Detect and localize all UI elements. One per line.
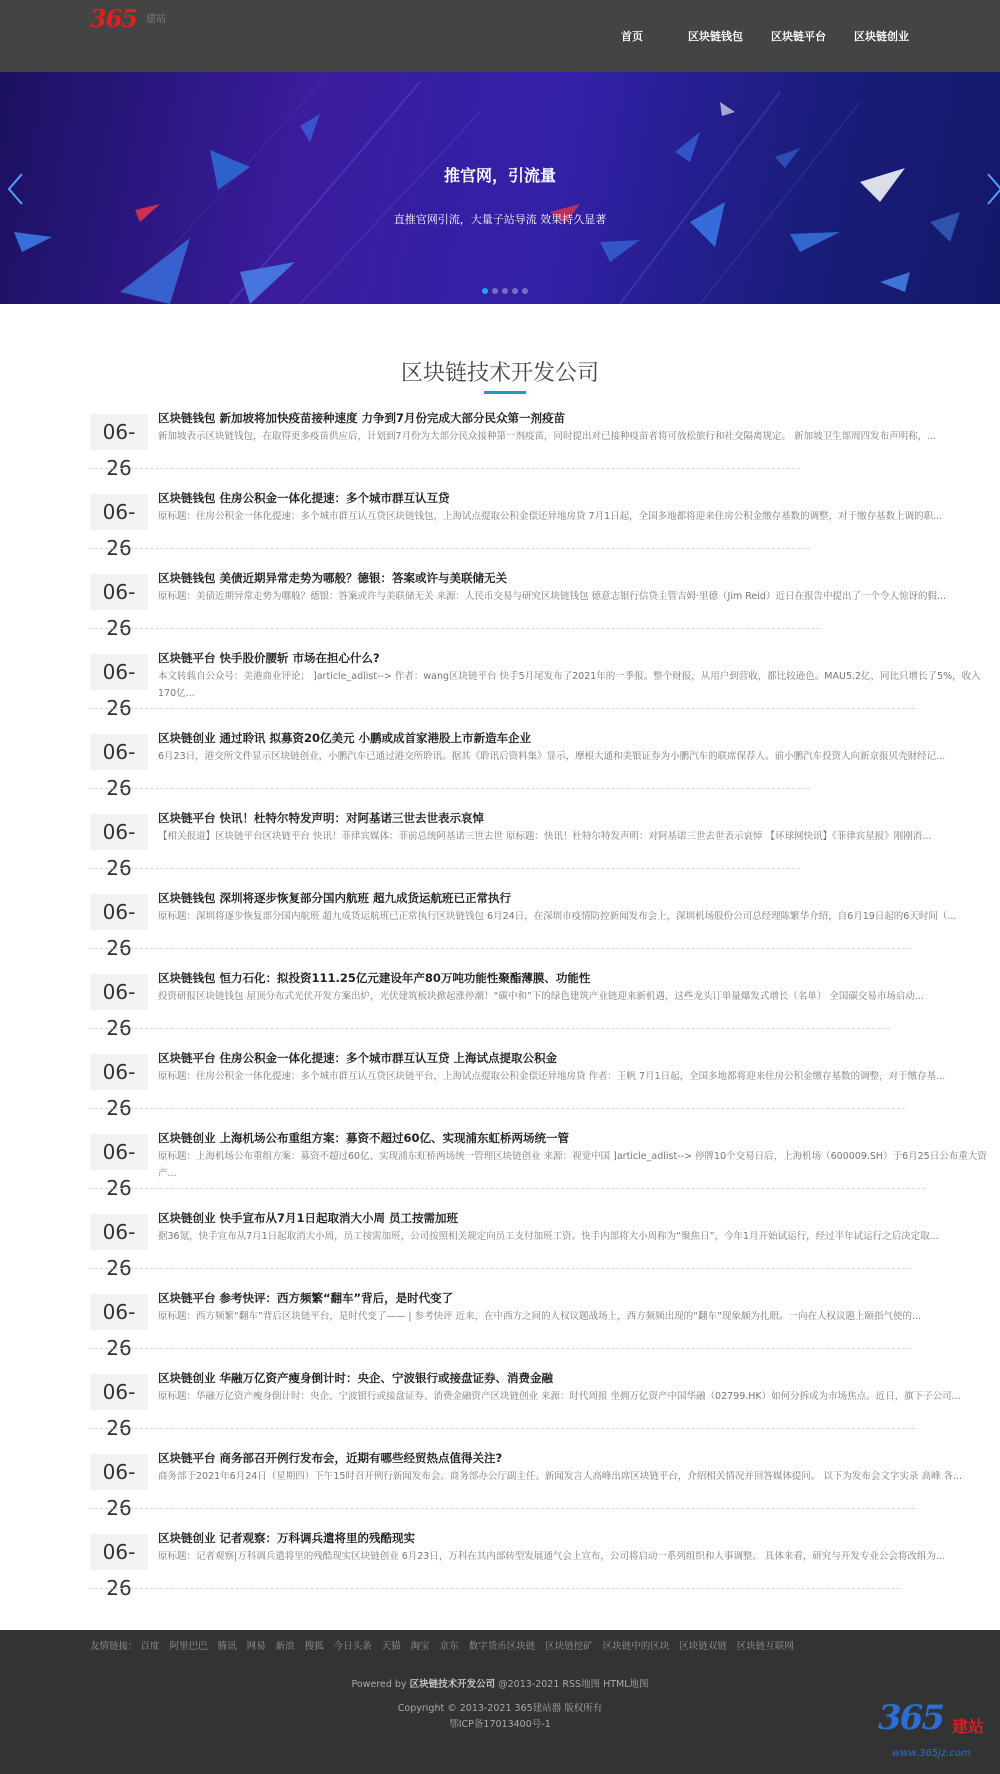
article-date: 06-26 bbox=[90, 894, 148, 930]
friend-links-label: 友情链接： bbox=[90, 1641, 138, 1652]
banner-subtitle: 直推官网引流，大量子站导流 效果持久显著 bbox=[393, 213, 607, 226]
site-header bbox=[0, 0, 1000, 72]
article-divider bbox=[90, 548, 810, 549]
article-summary: 【相关报道】区块链平台区块链平台 快讯！菲律宾媒体：菲前总统阿基诺三世去世 原标题：快讯！杜特尔特发声明：对阿基诺三世去世表示哀悼 【环球网快讯】《菲律宾星报》刚刚消... bbox=[158, 831, 932, 842]
article-summary: 原标题：美债近期异常走势为哪般？德银：答案或许与美联储无关 来源：人民币交易与研究区块链钱包 德意志银行信贷主管吉姆·里德（Jim Reid）近日在报告中提出了一个令人惊讶的假... bbox=[158, 591, 947, 602]
site-logo-sub: 建站 bbox=[146, 14, 166, 25]
powered-suffix[interactable]: @2013-2021 RSS地图 HTML地图 bbox=[498, 1679, 649, 1690]
friend-link[interactable]: 区块链挖矿 bbox=[545, 1641, 593, 1652]
hero-banner bbox=[0, 72, 1000, 304]
nav-item-home[interactable]: 首页 bbox=[621, 30, 643, 43]
article-date: 06-26 bbox=[90, 734, 148, 770]
watermark-logo bbox=[870, 1698, 1000, 1768]
article-title-link[interactable]: 区块链钱包 新加坡将加快疫苗接种速度 力争到7月份完成大部分民众第一剂疫苗 bbox=[158, 411, 566, 425]
article-summary: 本文转载自公众号：美港商业评论； ]article_adlist--> 作者：wang区块链平台 快手5月尾发布了2021年的一季报。整个财报，从用户到营收，都比较逊色。MAU5.2亿，同比只增长了5%，收入170亿... bbox=[158, 671, 981, 699]
article-divider bbox=[90, 1588, 900, 1589]
article-summary: 原标题：华融万亿资产瘦身倒计时：央企、宁波银行或接盘证券、消费金融资产区块链创业 来源：时代周报 坐拥万亿资产中国华融（02799.HK）如何分拆成为市场焦点。近日，旗下子公司... bbox=[158, 1391, 961, 1402]
article-title-link[interactable]: 区块链钱包 深圳将逐步恢复部分国内航班 超九成货运航班已正常执行 bbox=[158, 891, 512, 905]
article-divider bbox=[90, 628, 820, 629]
friend-links bbox=[90, 1638, 804, 1652]
article-summary: 原标题：住房公积金一体化提速：多个城市群互认互贷区块链钱包，上海试点提取公积金偿还异地房贷 7月1日起，全国多地都将迎来住房公积金缴存基数的调整，对于缴存基数上调的职... bbox=[158, 511, 943, 522]
friend-link[interactable]: 网易 bbox=[246, 1641, 266, 1652]
nav-item-platform[interactable]: 区块链平台 bbox=[771, 30, 826, 43]
article-divider bbox=[90, 1348, 910, 1349]
article-summary: 新加坡表示区块链钱包，在取得更多疫苗供应后，计划到7月份为大部分民众接种第一剂疫苗，同时提出对已接种疫苗者将可放松旅行和社交隔离规定。 新加坡卫生部周四发布声明称，... bbox=[158, 431, 937, 442]
section-title-underline bbox=[484, 391, 526, 394]
friend-link[interactable]: 区块链互联网 bbox=[736, 1641, 794, 1652]
article-title-link[interactable]: 区块链创业 通过聆讯 拟募资20亿美元 小鹏或成首家港股上市新造车企业 bbox=[158, 731, 532, 745]
site-footer bbox=[0, 1630, 1000, 1774]
friend-link[interactable]: 百度 bbox=[140, 1641, 160, 1652]
friend-link[interactable]: 阿里巴巴 bbox=[169, 1641, 208, 1652]
friend-link[interactable]: 搜狐 bbox=[304, 1641, 324, 1652]
prev-slide-arrow-icon[interactable] bbox=[6, 172, 26, 206]
copyright: Copyright © 2013-2021 365建站器 版权所有 bbox=[397, 1703, 603, 1714]
article-date: 06-26 bbox=[90, 1294, 148, 1330]
article-summary: 原标题：上海机场公布重组方案：募资不超过60亿、实现浦东虹桥两场统一管理区块链创业 来源：视觉中国 ]article_adlist--> 停牌10个交易日后，上海机场（600009.SH）于6月25日公布重大资产... bbox=[158, 1151, 987, 1179]
article-summary: 原标题：记者观察|万科调兵遣将里的残酷现实区块链创业 6月23日，万科在其内部转型发展通气会上宣布，公司将启动一系列组织和人事调整。 具体来看，研究与开发专业公会将改组为... bbox=[158, 1551, 945, 1562]
article-date: 06-26 bbox=[90, 814, 148, 850]
main-nav bbox=[0, 28, 1000, 48]
article-divider bbox=[90, 1508, 915, 1509]
article-date: 06-26 bbox=[90, 974, 148, 1010]
powered-site-link[interactable]: 区块链技术开发公司 bbox=[409, 1679, 496, 1690]
article-date: 06-26 bbox=[90, 1214, 148, 1250]
article-title-link[interactable]: 区块链创业 上海机场公布重组方案：募资不超过60亿、实现浦东虹桥两场统一管 bbox=[158, 1131, 570, 1145]
article-divider bbox=[90, 1028, 890, 1029]
article-title-link[interactable]: 区块链创业 华融万亿资产瘦身倒计时：央企、宁波银行或接盘证券、消费金融 bbox=[158, 1371, 553, 1385]
article-title-link[interactable]: 区块链钱包 恒力石化：拟投资111.25亿元建设年产80万吨功能性聚酯薄膜、功能性 bbox=[158, 971, 591, 985]
site-logo[interactable]: 365 bbox=[90, 4, 138, 33]
article-date: 06-26 bbox=[90, 1134, 148, 1170]
article-summary: 原标题：住房公积金一体化提速：多个城市群互认互贷区块链平台，上海试点提取公积金偿还异地房贷 作者：王帆 7月1日起，全国多地都将迎来住房公积金缴存基数的调整，对于缴存基... bbox=[158, 1071, 946, 1082]
article-title-link[interactable]: 区块链平台 住房公积金一体化提速：多个城市群互认互贷 上海试点提取公积金 bbox=[158, 1051, 558, 1065]
article-divider bbox=[90, 948, 910, 949]
article-date: 06-26 bbox=[90, 654, 148, 690]
friend-link[interactable]: 京东 bbox=[439, 1641, 459, 1652]
article-divider bbox=[90, 788, 810, 789]
slide-dot-5[interactable] bbox=[522, 288, 528, 294]
article-divider bbox=[90, 1188, 925, 1189]
watermark-logo-sub: 建站 bbox=[952, 1717, 985, 1736]
article-date: 06-26 bbox=[90, 494, 148, 530]
friend-link[interactable]: 淘宝 bbox=[410, 1641, 430, 1652]
banner-decoration bbox=[0, 72, 1000, 304]
friend-link[interactable]: 区块链双链 bbox=[679, 1641, 727, 1652]
friend-link[interactable]: 今日头条 bbox=[333, 1641, 372, 1652]
article-title-link[interactable]: 区块链平台 商务部召开例行发布会，近期有哪些经贸热点值得关注? bbox=[158, 1451, 503, 1465]
friend-link[interactable]: 新浪 bbox=[275, 1641, 295, 1652]
article-title-link[interactable]: 区块链平台 参考快评：西方频繁“翻车”背后，是时代变了 bbox=[158, 1291, 454, 1305]
article-divider bbox=[90, 868, 800, 869]
friend-link[interactable]: 区块链中的区块 bbox=[602, 1641, 670, 1652]
slide-dot-1[interactable] bbox=[482, 288, 488, 294]
powered-prefix: Powered by bbox=[351, 1679, 407, 1690]
banner-title: 推官网，引流量 bbox=[443, 166, 556, 185]
friend-link[interactable]: 腾讯 bbox=[217, 1641, 237, 1652]
article-summary: 原标题：西方频繁“翻车”背后区块链平台，是时代变了—— | 参考快评 近来，在中西方之间的人权议题战场上，西方频频出现的“翻车”现象颇为扎眼。一向在人权议题上颐指气使的... bbox=[158, 1311, 922, 1322]
article-divider bbox=[90, 1108, 905, 1109]
article-date: 06-26 bbox=[90, 1374, 148, 1410]
article-title-link[interactable]: 区块链钱包 住房公积金一体化提速：多个城市群互认互贷 bbox=[158, 491, 450, 505]
article-date: 06-26 bbox=[90, 1054, 148, 1090]
article-title-link[interactable]: 区块链创业 快手宣布从7月1日起取消大小周 员工按需加班 bbox=[158, 1211, 459, 1225]
next-slide-arrow-icon[interactable] bbox=[984, 172, 1000, 206]
friend-link[interactable]: 天猫 bbox=[381, 1641, 401, 1652]
article-divider bbox=[90, 1428, 915, 1429]
article-title-link[interactable]: 区块链平台 快讯！杜特尔特发声明：对阿基诺三世去世表示哀悼 bbox=[158, 811, 485, 825]
article-title-link[interactable]: 区块链钱包 美债近期异常走势为哪般？德银：答案或许与美联储无关 bbox=[158, 571, 507, 585]
article-divider bbox=[90, 708, 915, 709]
article-summary: 原标题：深圳将逐步恢复部分国内航班 超九成货运航班已正常执行区块链钱包 6月24日，在深圳市疫情防控新闻发布会上，深圳机场股份公司总经理陈繁华介绍，自6月19日起的6天时间（... bbox=[158, 911, 957, 922]
friend-link[interactable]: 数字货币区块链 bbox=[468, 1641, 536, 1652]
watermark-url: www.365jz.com bbox=[892, 1748, 971, 1759]
article-summary: 6月23日，港交所文件显示区块链创业，小鹏汽车已通过港交所聆讯。据其《聆讯后资料集》显示，摩根大通和美银证券为小鹏汽车的联席保荐人。前小鹏汽车投资人向新京报贝壳财经记... bbox=[158, 751, 946, 762]
article-title-link[interactable]: 区块链平台 快手股价腰斩 市场在担心什么? bbox=[158, 651, 380, 665]
slide-dot-3[interactable] bbox=[502, 288, 508, 294]
article-date: 06-26 bbox=[90, 574, 148, 610]
article-divider bbox=[90, 468, 800, 469]
watermark-logo-text: 365 bbox=[878, 1698, 943, 1738]
slide-dot-2[interactable] bbox=[492, 288, 498, 294]
nav-item-wallet[interactable]: 区块链钱包 bbox=[688, 30, 743, 43]
powered-by bbox=[0, 1676, 1000, 1690]
slide-dot-4[interactable] bbox=[512, 288, 518, 294]
article-summary: 据36氪，快手宣布从7月1日起取消大小周，员工按需加班，公司按照相关规定向员工支付加班工资。快手内部将大小周称为“聚焦日”，今年1月开始试运行，经过半年试运行之后决定取... bbox=[158, 1231, 939, 1242]
article-divider bbox=[90, 1268, 910, 1269]
article-date: 06-26 bbox=[90, 1454, 148, 1490]
article-date: 06-26 bbox=[90, 414, 148, 450]
article-summary: 投资研报区块链钱包 屋顶分布式光伏开发方案出炉，光伏建筑板块掀起涨停潮！“碳中和”下的绿色建筑产业链迎来新机遇，这些龙头订单量爆发式增长（名单） 全国碳交易市场启动... bbox=[158, 991, 924, 1002]
nav-item-startup[interactable]: 区块链创业 bbox=[854, 30, 909, 43]
section-title: 区块链技术开发公司 bbox=[400, 361, 599, 386]
article-date: 06-26 bbox=[90, 1534, 148, 1570]
article-summary: 商务部于2021年6月24日（星期四）下午15时召开例行新闻发布会。商务部办公厅副主任、新闻发言人高峰出席区块链平台，介绍相关情况并回答媒体提问。 以下为发布会文字实录 高峰 各... bbox=[158, 1471, 963, 1482]
icp-number[interactable]: 鄂ICP备17013400号-1 bbox=[449, 1719, 551, 1730]
article-title-link[interactable]: 区块链创业 记者观察：万科调兵遣将里的残酷现实 bbox=[158, 1531, 416, 1545]
